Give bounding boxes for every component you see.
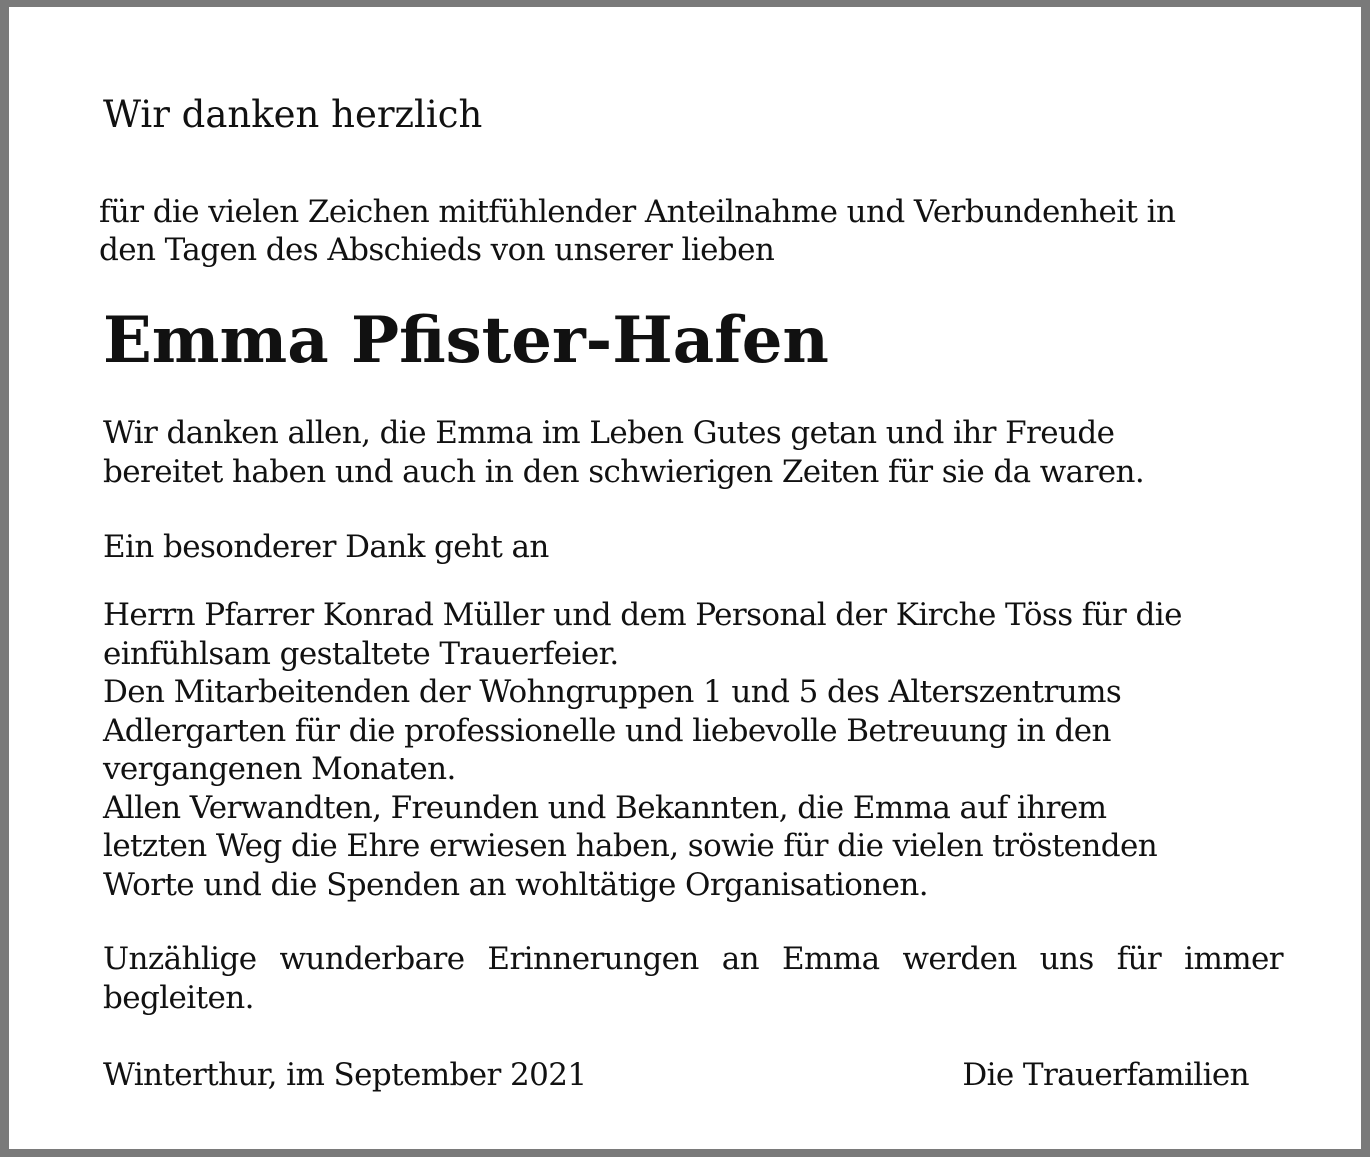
signature: Die Trauerfamilien: [962, 1057, 1249, 1093]
place-date: Winterthur, im September 2021: [103, 1057, 587, 1093]
special-thanks-list: [103, 596, 1182, 904]
paragraph-line: bereitet haben und auch in den schwierigen Zeiten für sie da waren.: [103, 453, 1145, 490]
deceased-name: Emma Pfister-Hafen: [103, 303, 829, 378]
thanks-paragraph: [103, 414, 1144, 491]
closing-paragraph: Unzählige wunderbare Erinnerungen an Emma werden uns für immer begleiten.: [103, 941, 1283, 1016]
heading: Wir danken herzlich: [103, 93, 483, 136]
paragraph-line: einfühlsam gestaltete Trauerfeier.: [103, 635, 619, 672]
intro-line: den Tagen des Abschieds von unserer lieben: [99, 232, 775, 268]
paragraph-line: Worte und die Spenden an wohltätige Organisationen.: [103, 866, 929, 903]
special-thanks-intro: Ein besonderer Dank geht an: [103, 529, 549, 565]
paragraph-line: Herrn Pfarrer Konrad Müller und dem Personal der Kirche Töss für die: [103, 597, 1182, 633]
paragraph-line: vergangenen Monaten.: [103, 751, 456, 787]
intro-line: für die vielen Zeichen mitfühlender Anteilnahme und Verbundenheit in: [99, 194, 1176, 230]
paragraph-line: Adlergarten für die professionelle und liebevolle Betreuung in den: [103, 712, 1111, 749]
paragraph-line: letzten Weg die Ehre erwiesen haben, sowie für die vielen tröstenden: [103, 828, 1158, 864]
paragraph-line: Den Mitarbeitenden der Wohngruppen 1 und 5 des Alterszentrums: [103, 674, 1122, 710]
paragraph-line: Allen Verwandten, Freunden und Bekannten, die Emma auf ihrem: [103, 789, 1107, 826]
intro-text: [99, 193, 1175, 269]
paragraph-line: Wir danken allen, die Emma im Leben Gutes getan und ihr Freude: [103, 415, 1115, 451]
